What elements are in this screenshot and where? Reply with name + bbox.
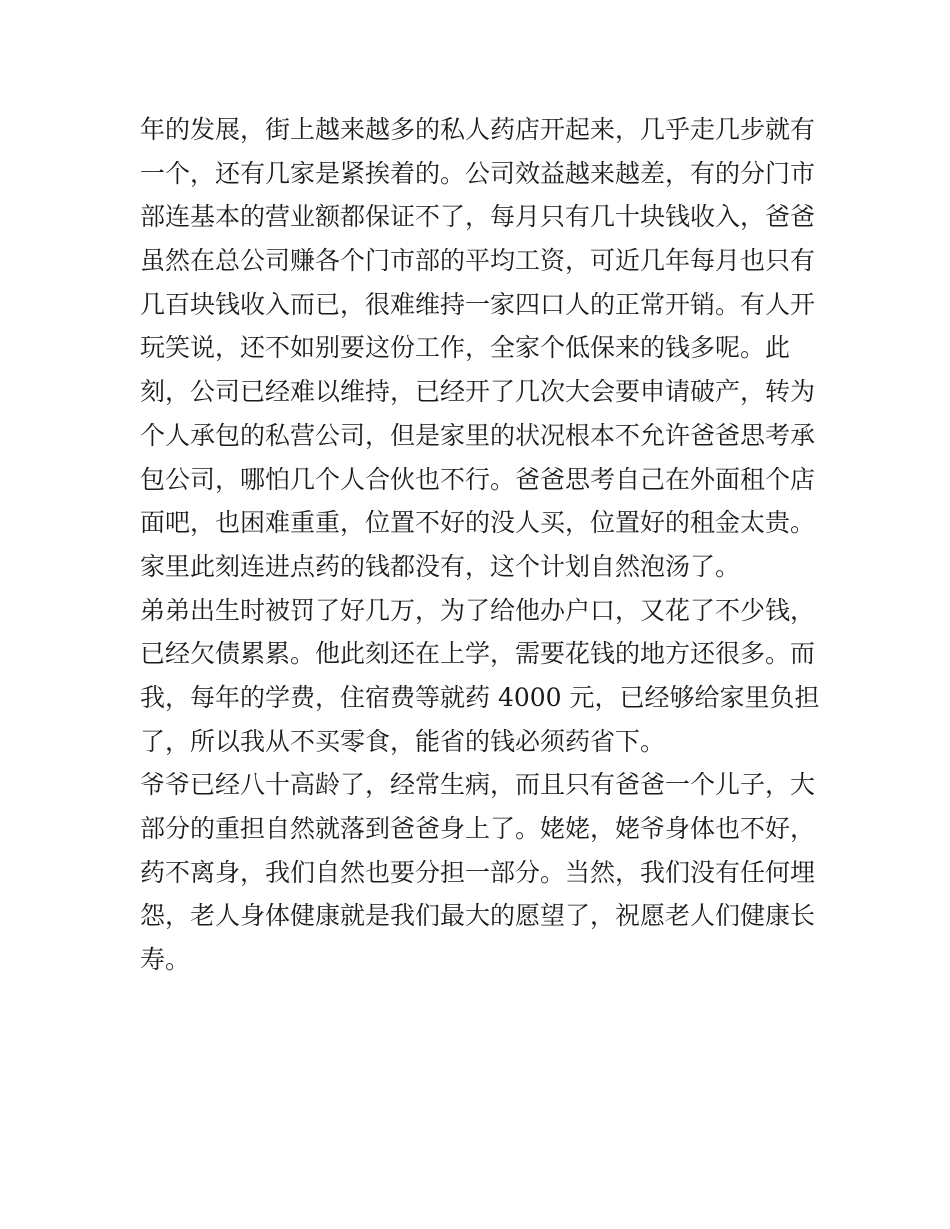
text-line: 包公司，哪怕几个人合伙也不行。爸爸思考自己在外面租个店 bbox=[140, 464, 816, 494]
text-line: 个人承包的私营公司，但是家里的状况根本不允许爸爸思考承 bbox=[140, 420, 816, 450]
text-line: 爷爷已经八十高龄了，经常生病，而且只有爸爸一个儿子，大 bbox=[140, 770, 816, 800]
text-line: 家里此刻连进点药的钱都没有，这个计划自然泡汤了。 bbox=[140, 551, 741, 581]
text-line: 弟弟出生时被罚了好几万，为了给他办户口，又花了不少钱， bbox=[140, 595, 816, 625]
body-text bbox=[140, 108, 820, 982]
text-line: 一个，还有几家是紧挨着的。公司效益越来越差，有的分门市 bbox=[140, 158, 816, 188]
text-line: 寿。 bbox=[140, 945, 191, 975]
text-line: 已经欠债累累。他此刻还在上学，需要花钱的地方还很多。而 bbox=[140, 639, 816, 669]
text-line: 部分的重担自然就落到爸爸身上了。姥姥，姥爷身体也不好， bbox=[140, 814, 816, 843]
text-line: 虽然在总公司赚各个门市部的平均工资，可近几年每月也只有 bbox=[140, 246, 816, 276]
text-line: 怨，老人身体健康就是我们最大的愿望了，祝愿老人们健康长 bbox=[140, 901, 816, 931]
text-line: 药不离身，我们自然也要分担一部分。当然，我们没有任何埋 bbox=[140, 857, 816, 887]
text-line: 面吧，也困难重重，位置不好的没人买，位置好的租金太贵。 bbox=[140, 508, 816, 538]
text-line: 几百块钱收入而已，很难维持一家四口人的正常开销。有人开 bbox=[140, 289, 816, 319]
text-line: 年的发展，街上越来越多的私人药店开起来，几乎走几步就有 bbox=[140, 115, 816, 144]
text-line: 我，每年的学费，住宿费等就药 4000 元，已经够给家里负担 bbox=[140, 682, 820, 712]
text-line: 部连基本的营业额都保证不了，每月只有几十块钱收入，爸爸 bbox=[140, 202, 816, 232]
text-line: 玩笑说，还不如别要这份工作，全家个低保来的钱多呢。此 bbox=[140, 333, 791, 363]
text-line: 刻，公司已经难以维持，已经开了几次大会要申请破产，转为 bbox=[140, 377, 816, 407]
text-line: 了，所以我从不买零食，能省的钱必须药省下。 bbox=[140, 726, 666, 756]
